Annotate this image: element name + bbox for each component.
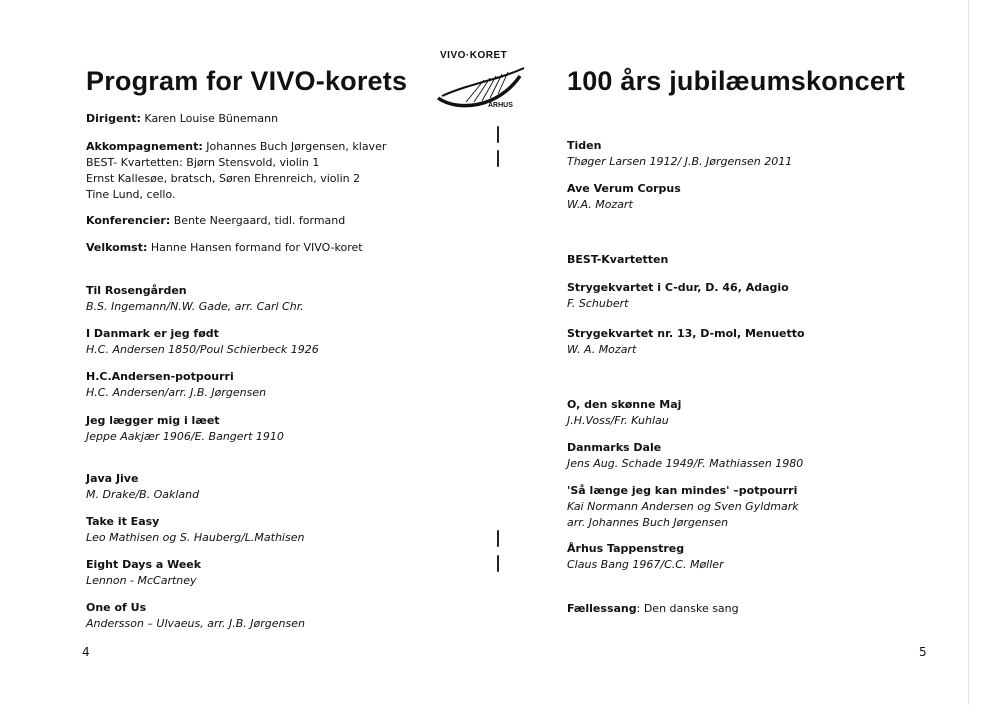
piece-title: Strygekvartet nr. 13, D-mol, Menuetto bbox=[567, 327, 805, 340]
piece-credit: Leo Mathisen og S. Hauberg/L.Mathisen bbox=[86, 531, 305, 544]
piece-credit: Lennon - McCartney bbox=[86, 574, 197, 587]
program-item bbox=[86, 557, 201, 589]
program-item bbox=[567, 483, 799, 531]
piece-title: Jeg lægger mig i læet bbox=[86, 414, 220, 427]
program-item bbox=[86, 514, 304, 546]
program-item bbox=[567, 138, 792, 170]
piece-credit: M. Drake/B. Oakland bbox=[86, 488, 200, 501]
piece-credit: B.S. Ingemann/N.W. Gade, arr. Carl Chr. bbox=[86, 300, 304, 313]
piece-title: Strygekvartet i C-dur, D. 46, Adagio bbox=[567, 281, 789, 294]
program-item bbox=[567, 397, 681, 429]
piece-title: Tiden bbox=[567, 139, 602, 152]
akkompagnement-block bbox=[86, 139, 386, 203]
vivo-koret-logo bbox=[428, 50, 538, 120]
piece-credit: W. A. Mozart bbox=[567, 343, 637, 356]
page-number-left: 4 bbox=[82, 645, 90, 659]
program-item bbox=[86, 600, 305, 632]
logo-bottom-text: ÅRHUS bbox=[488, 102, 513, 109]
program-item bbox=[86, 369, 266, 401]
right-page-title: 100 års jubilæumskoncert bbox=[567, 66, 905, 96]
piece-credit: H.C. Andersen/arr. J.B. Jørgensen bbox=[86, 386, 267, 399]
piece-credit: Jeppe Aakjær 1906/E. Bangert 1910 bbox=[86, 430, 284, 443]
left-page-title: Program for VIVO-korets bbox=[86, 66, 408, 96]
piece-title: Til Rosengården bbox=[86, 284, 187, 297]
akk-line-2: BEST- Kvartetten: Bjørn Stensvold, violin 1 bbox=[86, 156, 320, 169]
program-item bbox=[567, 541, 724, 573]
akk-value: Johannes Buch Jørgensen, klaver bbox=[202, 140, 387, 153]
piece-credit: Kai Normann Andersen og Sven Gyldmark bbox=[567, 500, 799, 513]
piece-credit: F. Schubert bbox=[567, 297, 629, 310]
program-item bbox=[567, 440, 803, 472]
piece-title: One of Us bbox=[86, 601, 147, 614]
piece-title: Java Jive bbox=[86, 472, 139, 485]
piece-title: I Danmark er jeg født bbox=[86, 327, 219, 340]
page-number-right: 5 bbox=[919, 645, 927, 659]
piece-credit: Thøger Larsen 1912/ J.B. Jørgensen 2011 bbox=[567, 155, 793, 168]
program-item bbox=[567, 181, 681, 213]
lyre-icon bbox=[428, 62, 538, 112]
piece-title: Danmarks Dale bbox=[567, 441, 662, 454]
piece-credit: Andersson – Ulvaeus, arr. J.B. Jørgensen bbox=[86, 617, 305, 630]
program-item bbox=[86, 413, 284, 445]
piece-title: Ave Verum Corpus bbox=[567, 182, 681, 195]
piece-credit: W.A. Mozart bbox=[567, 198, 633, 211]
fold-mark bbox=[497, 126, 499, 143]
piece-credit: Claus Bang 1967/C.C. Møller bbox=[567, 558, 724, 571]
program-item bbox=[567, 326, 805, 358]
konf-value: Bente Neergaard, tidl. formand bbox=[170, 214, 346, 227]
dirigent-value: Karen Louise Bünemann bbox=[140, 112, 279, 125]
piece-title: Eight Days a Week bbox=[86, 558, 202, 571]
velk-value: Hanne Hansen formand for VIVO-koret bbox=[147, 241, 363, 254]
best-kvartetten-heading: BEST-Kvartetten bbox=[567, 253, 669, 266]
konferencier-line bbox=[86, 213, 345, 229]
akk-line-4: Tine Lund, cello. bbox=[86, 188, 176, 201]
piece-credit: Jens Aug. Schade 1949/F. Mathiassen 1980 bbox=[567, 457, 804, 470]
logo-top-text: VIVO·KORET bbox=[440, 50, 508, 61]
faellessang-line bbox=[567, 601, 739, 617]
konf-label: Konferencier: bbox=[86, 214, 171, 227]
faellessang-value: : Den danske sang bbox=[636, 602, 739, 615]
program-item bbox=[86, 283, 304, 315]
fold-mark bbox=[497, 530, 499, 547]
page-edge bbox=[968, 0, 969, 705]
program-item bbox=[567, 280, 789, 312]
fold-mark bbox=[497, 555, 499, 572]
velk-label: Velkomst: bbox=[86, 241, 148, 254]
piece-title: Århus Tappenstreg bbox=[567, 542, 685, 555]
piece-title: 'Så længe jeg kan mindes' –potpourri bbox=[567, 484, 798, 497]
dirigent-line bbox=[86, 111, 278, 127]
piece-credit: H.C. Andersen 1850/Poul Schierbeck 1926 bbox=[86, 343, 319, 356]
piece-title: H.C.Andersen-potpourri bbox=[86, 370, 234, 383]
fold-mark bbox=[497, 150, 499, 167]
piece-title: O, den skønne Maj bbox=[567, 398, 682, 411]
piece-credit-line-2: arr. Johannes Buch Jørgensen bbox=[567, 516, 729, 529]
akk-label: Akkompagnement: bbox=[86, 140, 203, 153]
faellessang-label: Fællessang bbox=[567, 602, 637, 615]
dirigent-label: Dirigent: bbox=[86, 112, 141, 125]
akk-line-3: Ernst Kallesøe, bratsch, Søren Ehrenreich, violin 2 bbox=[86, 172, 361, 185]
piece-credit: J.H.Voss/Fr. Kuhlau bbox=[567, 414, 669, 427]
velkomst-line bbox=[86, 240, 363, 256]
program-item bbox=[86, 326, 319, 358]
program-item bbox=[86, 471, 199, 503]
piece-title: Take it Easy bbox=[86, 515, 160, 528]
